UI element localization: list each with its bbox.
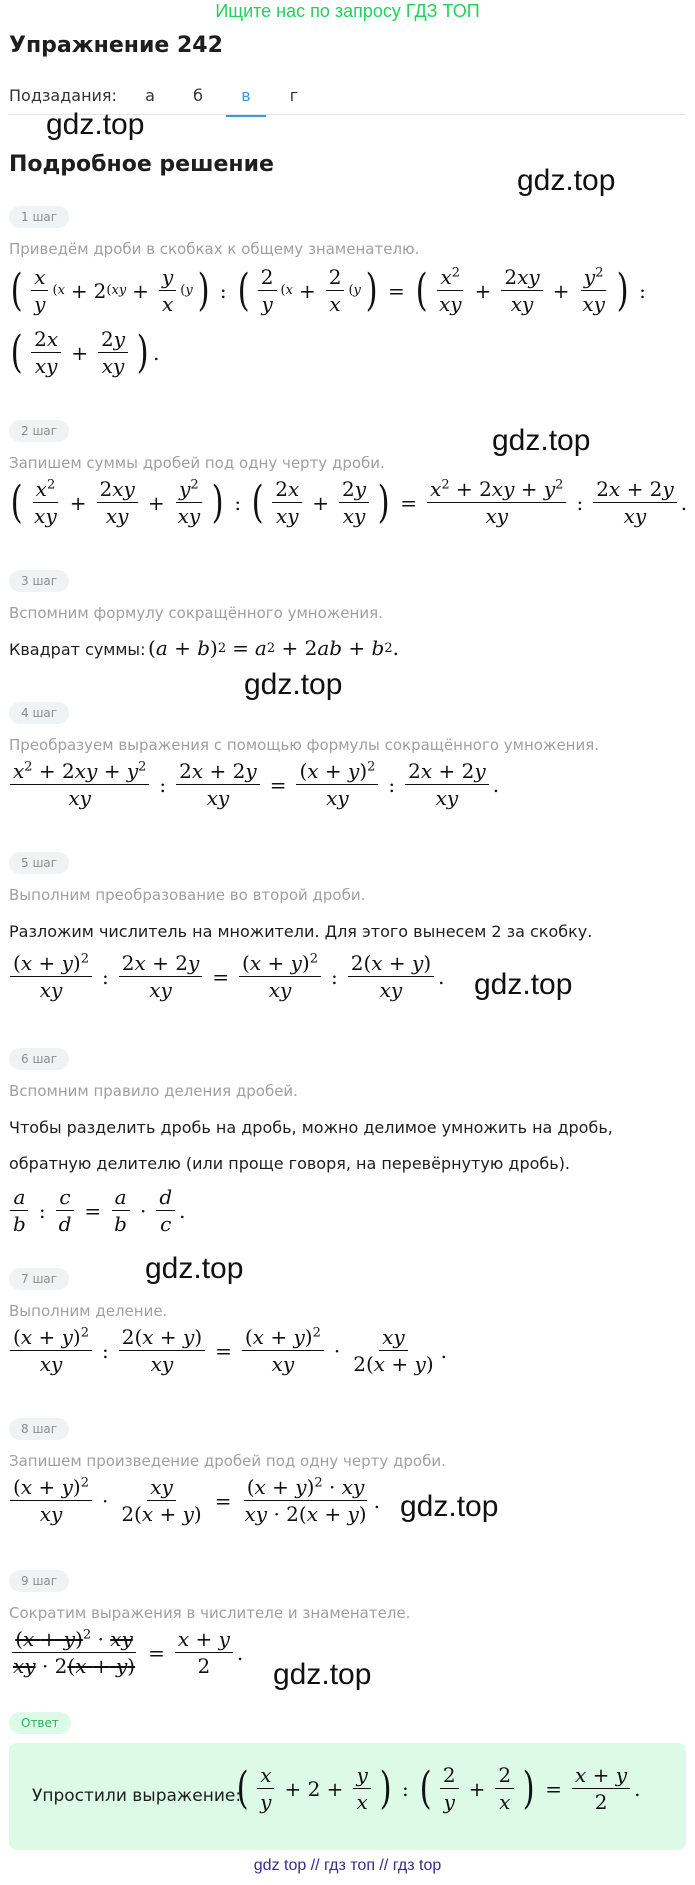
- step-hint: Выполним преобразование во второй дроби.: [9, 886, 366, 904]
- page-title: Упражнение 242: [9, 33, 223, 58]
- math-step2: ( $\frac{x^2}{xy}$ + $\frac{2xy}{xy}$ + $\frac{y^2}{xy}$ ) : ( $\frac{2x}{xy}$ + $\frac{2y}{xy}$ ) = $\frac{x^2 + 2xy + y^2}{xy}$ : $\frac{2x + 2y}{xy}$ .: [10, 476, 688, 528]
- step-text: Чтобы разделить дробь на дробь, можно делимое умножить на дробь,: [9, 1118, 613, 1137]
- watermark: gdz.top: [145, 1252, 244, 1285]
- math-step5: $\frac{(x + y)^2}{xy}$ : $\frac{2x + 2y}{xy}$ = $\frac{(x + y)^2}{xy}$ : $\frac{2(x + y)}{xy}$ .: [6, 952, 445, 1001]
- step-hint: Вспомним правило деления дробей.: [9, 1082, 298, 1100]
- watermark: gdz.top: [474, 968, 573, 1001]
- step-badge: 8 шаг: [9, 1418, 69, 1440]
- answer-badge: Ответ: [9, 1712, 71, 1734]
- subtasks-label: Подзадания:: [9, 86, 117, 105]
- step-badge: 4 шаг: [9, 702, 69, 724]
- step-hint: Выполним деление.: [9, 1302, 168, 1320]
- step-hint: Приведём дроби в скобках к общему знаменателю.: [9, 240, 420, 258]
- watermark: gdz.top: [244, 668, 343, 701]
- math-step1-line1: ( $\frac{x}{y}$ (x + 2 (xy + $\frac{y}{x}$ (y ) : ( $\frac{2}{y}$ (x + $\frac{2}{x}$ (y ) = ( $\frac{x^2}{xy}$ + $\frac{2xy}{xy}$ + $\frac{y^2}{xy}$ ) :: [10, 264, 646, 316]
- step-badge: 3 шаг: [9, 570, 69, 592]
- tab-a[interactable]: а: [145, 86, 155, 105]
- search-banner[interactable]: Ищите нас по запросу ГДЗ ТОП: [215, 1, 480, 21]
- tab-g[interactable]: г: [289, 86, 299, 105]
- step-badge: 7 шаг: [9, 1268, 69, 1290]
- step-hint: Вспомним формулу сокращённого умножения.: [9, 604, 383, 622]
- tab-v[interactable]: в: [226, 86, 266, 117]
- watermark: gdz.top: [517, 164, 616, 197]
- step-text: Разложим числитель на множители. Для этого вынесем 2 за скобку.: [9, 922, 593, 941]
- answer-text: Упростили выражение:: [32, 1786, 242, 1806]
- step-badge: 9 шаг: [9, 1570, 69, 1592]
- step-badge: 6 шаг: [9, 1048, 69, 1070]
- math-step9: $\frac{(x + y)^2 \cdot xy}{xy \cdot 2(x + y)}$ = $\frac{x + y}{2}$ .: [13, 1627, 244, 1678]
- math-answer: ( $\frac{x}{y}$ + 2 + $\frac{y}{x}$ ) : ( $\frac{2}{y}$ + $\frac{2}{x}$ ) = $\frac{x + y}{2}$ .: [236, 1762, 641, 1814]
- watermark: gdz.top: [46, 108, 145, 141]
- math-step6: $\frac{a}{b}$ : $\frac{c}{d}$ = $\frac{a}{b}$ · $\frac{d}{c}$ .: [6, 1186, 185, 1235]
- watermark: gdz.top: [400, 1490, 499, 1523]
- step-badge: 2 шаг: [9, 420, 69, 442]
- section-title: Подробное решение: [9, 152, 274, 177]
- step-text: обратную делителю (или проще говоря, на перевёрнутую дробь).: [9, 1154, 571, 1173]
- step-hint: Запишем произведение дробей под одну черту дроби.: [9, 1452, 446, 1470]
- step-badge: 1 шаг: [9, 206, 69, 228]
- math-step4: $\frac{x^2 + 2xy + y^2}{xy}$ : $\frac{2x + 2y}{xy}$ = $\frac{(x + y)^2}{xy}$ : $\frac{2x + 2y}{xy}$ .: [6, 760, 499, 809]
- math-step3: ( a + b ) 2 = a 2 + 2 ab + b 2 .: [148, 636, 399, 660]
- math-step7: $\frac{(x + y)^2}{xy}$ : $\frac{2(x + y)}{xy}$ = $\frac{(x + y)^2}{xy}$ · $\frac{xy}{2(x + y)}$ .: [6, 1326, 447, 1375]
- step-text: Квадрат суммы:: [9, 640, 146, 659]
- watermark: gdz.top: [273, 1658, 372, 1691]
- step-badge: 5 шаг: [9, 852, 69, 874]
- footer-links[interactable]: gdz top // гдз топ // гдз top: [253, 1857, 442, 1874]
- step-hint: Преобразуем выражения с помощью формулы сокращённого умножения.: [9, 736, 600, 754]
- tab-b[interactable]: б: [193, 86, 203, 105]
- watermark: gdz.top: [492, 424, 591, 457]
- step-hint: Сократим выражения в числителе и знаменателе.: [9, 1604, 411, 1622]
- math-step1-line2: ( $\frac{2x}{xy}$ + $\frac{2y}{xy}$ ) .: [10, 326, 160, 378]
- step-hint: Запишем суммы дробей под одну черту дроби.: [9, 454, 385, 472]
- math-step8: $\frac{(x + y)^2}{xy}$ · $\frac{xy}{2(x + y)}$ = $\frac{(x + y)^2 \cdot xy}{xy \cdot 2(x + y)}$ .: [6, 1476, 380, 1525]
